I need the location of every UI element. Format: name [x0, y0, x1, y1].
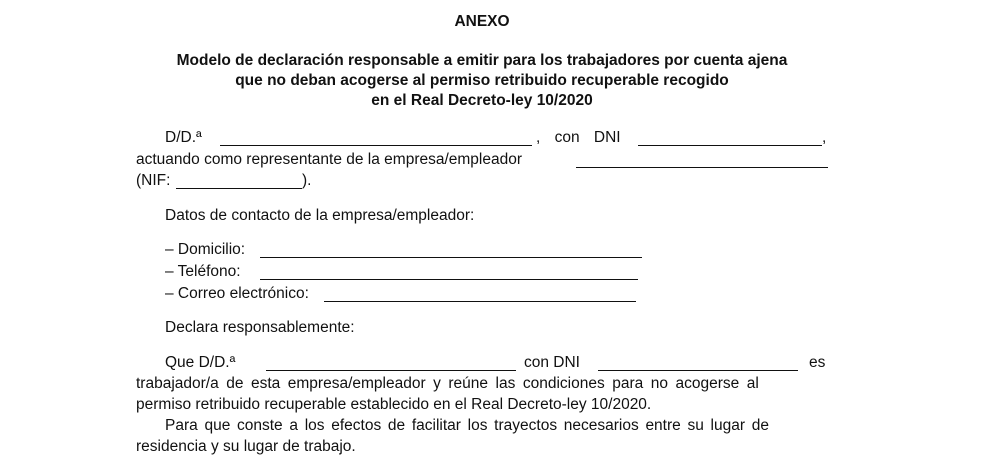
worker-name-field[interactable] [266, 356, 516, 371]
dni-label: , con DNI [536, 129, 621, 146]
acting-as-text: actuando como representante de la empresa/empleador [136, 151, 523, 168]
declaration-line-2: trabajador/a de esta empresa/empleador y reúne las condiciones para no acogerse al [136, 375, 759, 392]
worker-prefix: Que D/D.ª [165, 354, 236, 371]
email-field[interactable] [324, 287, 636, 302]
subtitle-line-2: que no deban acogerse al permiso retribuido recuperable recogido [235, 72, 729, 89]
worker-suffix: es [809, 354, 826, 371]
declaration-line-5: residencia y su lugar de trabajo. [136, 438, 356, 455]
declarant-prefix: D/D.ª [165, 129, 202, 146]
address-field[interactable] [260, 243, 642, 258]
address-label: – Domicilio: [165, 241, 246, 258]
nif-close: ). [302, 172, 312, 189]
declaration-line-4: Para que conste a los efectos de facilitar los trayectos necesarios entre su lugar de [165, 417, 769, 434]
email-label: – Correo electrónico: [165, 285, 309, 302]
declaration-line-3: permiso retribuido recuperable establecido en el Real Decreto-ley 10/2020. [136, 396, 652, 413]
nif-open: (NIF: [136, 172, 171, 189]
declaration-heading: Declara responsablemente: [165, 319, 355, 336]
company-field[interactable] [576, 153, 828, 168]
subtitle-line-3: en el Real Decreto-ley 10/2020 [371, 92, 593, 109]
annex-title: ANEXO [454, 13, 510, 30]
phone-label: – Teléfono: [165, 263, 241, 280]
nif-field[interactable] [176, 174, 302, 189]
subtitle-line-1: Modelo de declaración responsable a emitir para los trabajadores por cuenta ajena [176, 52, 788, 69]
contact-heading: Datos de contacto de la empresa/empleador: [165, 207, 475, 224]
worker-dni-label: con DNI [524, 354, 580, 371]
declarant-dni-field[interactable] [638, 131, 822, 146]
phone-field[interactable] [260, 265, 638, 280]
worker-dni-field[interactable] [598, 356, 798, 371]
declarant-name-field[interactable] [220, 131, 532, 146]
dni-suffix: , [822, 129, 827, 146]
